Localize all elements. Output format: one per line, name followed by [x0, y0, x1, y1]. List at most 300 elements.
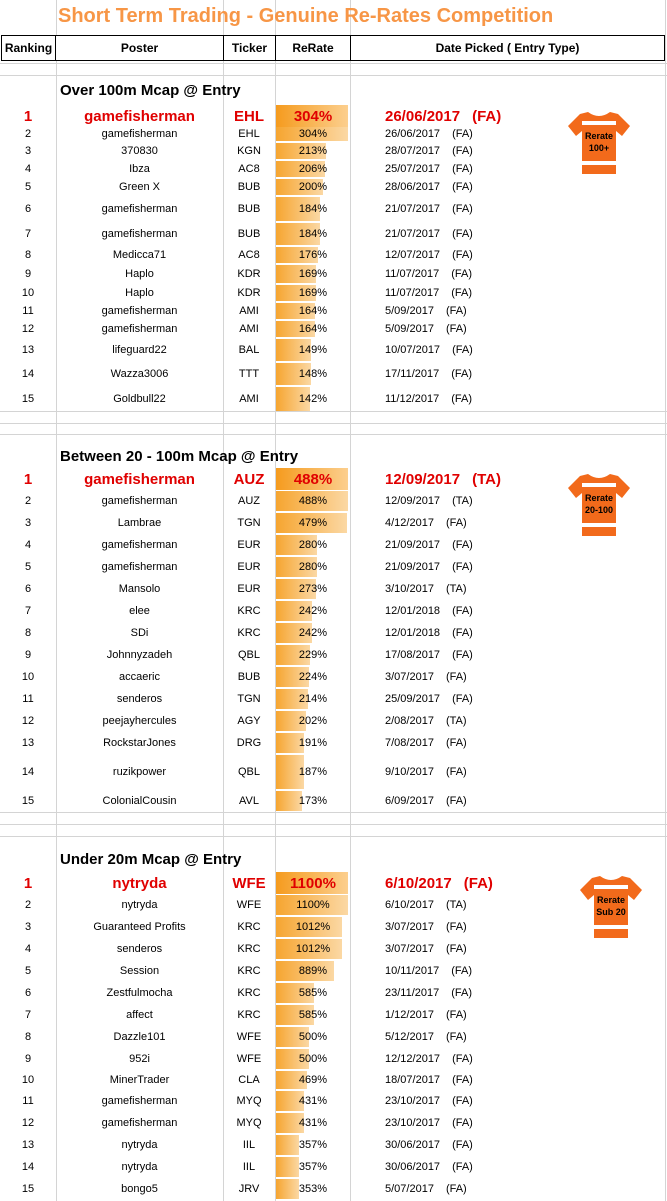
- ticker-cell: EUR: [237, 583, 261, 595]
- date-cell: [385, 872, 605, 894]
- date-value: 5/09/2017: [385, 323, 434, 335]
- entry-type: (FA): [452, 627, 473, 639]
- rank-cell: 7: [24, 1009, 32, 1021]
- table-row: [0, 1090, 667, 1112]
- ticker-cell: QBL: [237, 766, 260, 778]
- poster-cell: RockstarJones: [103, 737, 176, 749]
- date-cell: [385, 982, 605, 1004]
- date-cell: [385, 688, 605, 710]
- rerate-cell: [276, 362, 350, 386]
- entry-type: (FA): [452, 1117, 473, 1129]
- poster-cell: affect: [126, 1009, 153, 1021]
- entry-type: (FA): [452, 561, 473, 573]
- rank-cell: 3: [24, 921, 32, 933]
- poster-cell: 370830: [121, 145, 158, 157]
- date-value: 5/09/2017: [385, 305, 434, 317]
- rerate-cell: [276, 754, 350, 790]
- rerate-cell: [276, 982, 350, 1004]
- rerate-cell: [276, 1004, 350, 1026]
- rerate-cell: [276, 196, 350, 222]
- date-cell: [385, 178, 605, 196]
- date-value: 21/09/2017: [385, 539, 441, 551]
- shirt-label: [566, 492, 632, 516]
- date-value: 11/07/2017: [385, 287, 440, 299]
- rerate-value: 1100%: [290, 874, 336, 892]
- rerate-cell: [276, 960, 350, 982]
- rerate-cell: [276, 916, 350, 938]
- rerate-cell: [276, 790, 350, 812]
- page-title: Short Term Trading - Genuine Re-Rates Competition: [58, 5, 554, 27]
- rerate-value: 142%: [298, 393, 328, 405]
- poster-cell: gamefisherman: [101, 561, 178, 573]
- date-value: 6/10/2017: [385, 899, 434, 911]
- entry-type: (TA): [445, 715, 467, 727]
- entry-type: (FA): [451, 268, 473, 280]
- date-value: 12/12/2017: [385, 1053, 441, 1065]
- rerate-cell: [276, 1134, 350, 1156]
- entry-type: (FA): [472, 107, 502, 125]
- entry-type: (FA): [452, 1095, 473, 1107]
- entry-type: (FA): [445, 1183, 467, 1195]
- ticker-cell: CLA: [238, 1074, 260, 1086]
- table-row: [0, 302, 667, 320]
- poster-cell: Haplo: [125, 287, 154, 299]
- date-cell: [385, 1134, 605, 1156]
- date-value: 28/07/2017: [385, 145, 441, 157]
- poster-cell: nytryda: [121, 899, 158, 911]
- date-value: 21/07/2017: [385, 228, 441, 240]
- rerate-value: 148%: [298, 368, 328, 380]
- poster-cell: senderos: [116, 943, 163, 955]
- poster-cell: ColonialCousin: [102, 795, 177, 807]
- table-row: [0, 644, 667, 666]
- rank-cell: 15: [21, 1183, 35, 1195]
- date-value: 23/10/2017: [385, 1117, 441, 1129]
- date-cell: [385, 222, 605, 246]
- entry-type: (FA): [445, 517, 467, 529]
- rerate-cell: [276, 644, 350, 666]
- table-row: [0, 710, 667, 732]
- entry-type: (FA): [452, 1053, 473, 1065]
- rank-cell: 1: [23, 470, 33, 488]
- poster-cell: nytryda: [112, 874, 167, 892]
- date-value: 6/10/2017: [385, 874, 452, 892]
- date-value: 17/11/2017: [385, 368, 440, 380]
- ticker-cell: DRG: [236, 737, 262, 749]
- date-value: 23/10/2017: [385, 1095, 441, 1107]
- date-cell: [385, 732, 605, 754]
- entry-type: (FA): [452, 128, 473, 140]
- ticker-cell: AVL: [239, 795, 259, 807]
- date-cell: [385, 1112, 605, 1134]
- entry-type: (FA): [452, 344, 473, 356]
- date-value: 11/07/2017: [385, 268, 440, 280]
- table-row: [0, 732, 667, 754]
- poster-cell: MinerTrader: [109, 1074, 170, 1086]
- entry-type: (FA): [445, 1031, 467, 1043]
- rerate-cell: [276, 1026, 350, 1048]
- entry-type: (FA): [451, 287, 473, 299]
- date-cell: [385, 666, 605, 688]
- date-cell: [385, 556, 605, 578]
- rank-cell: 4: [24, 539, 32, 551]
- shirt-badge-icon: [566, 108, 632, 178]
- rerate-cell: [276, 178, 350, 196]
- leader-row: [0, 872, 667, 894]
- date-cell: [385, 362, 605, 386]
- table-row: [0, 916, 667, 938]
- ticker-cell: EHL: [238, 128, 260, 140]
- rank-cell: 8: [24, 249, 32, 261]
- ticker-cell: KRC: [237, 1009, 261, 1021]
- rerate-value: 184%: [298, 228, 328, 240]
- rerate-value: 169%: [298, 268, 328, 280]
- entry-type: (FA): [452, 649, 473, 661]
- entry-type: (FA): [451, 987, 473, 999]
- date-value: 21/09/2017: [385, 561, 441, 573]
- ticker-cell: KGN: [237, 145, 261, 157]
- entry-type: (FA): [452, 228, 473, 240]
- row-separator: [0, 812, 667, 813]
- row-separator: [0, 63, 667, 64]
- ticker-cell: MYQ: [236, 1117, 262, 1129]
- date-cell: [385, 938, 605, 960]
- entry-type: (FA): [452, 181, 473, 193]
- rerate-value: 357%: [298, 1139, 328, 1151]
- date-cell: [385, 284, 605, 302]
- rerate-value: 200%: [298, 181, 328, 193]
- rank-cell: 1: [23, 107, 33, 125]
- poster-cell: elee: [129, 605, 150, 617]
- rerate-cell: [276, 284, 350, 302]
- rerate-value: 353%: [298, 1183, 328, 1195]
- table-row: [0, 1026, 667, 1048]
- poster-cell: Wazza3006: [110, 368, 169, 380]
- section-title: Over 100m Mcap @ Entry: [60, 82, 241, 99]
- ticker-cell: AMI: [239, 305, 259, 317]
- poster-cell: Medicca71: [112, 249, 167, 261]
- date-value: 1/12/2017: [385, 1009, 434, 1021]
- ticker-cell: TTT: [238, 368, 260, 380]
- entry-type: (FA): [451, 393, 473, 405]
- rerate-cell: [276, 666, 350, 688]
- poster-cell: senderos: [116, 693, 163, 705]
- date-value: 26/06/2017: [385, 107, 461, 125]
- ticker-cell: AMI: [239, 393, 259, 405]
- date-value: 25/07/2017: [385, 163, 441, 175]
- ticker-cell: EHL: [234, 107, 264, 125]
- date-cell: [385, 894, 605, 916]
- table-row: [0, 982, 667, 1004]
- entry-type: (FA): [445, 1009, 467, 1021]
- rank-cell: 5: [24, 561, 32, 573]
- date-value: 30/06/2017: [385, 1139, 441, 1151]
- rerate-value: 176%: [298, 249, 328, 261]
- table-row: [0, 960, 667, 982]
- ticker-cell: IIL: [242, 1161, 256, 1173]
- entry-type: (FA): [452, 1139, 473, 1151]
- rerate-value: 469%: [298, 1074, 328, 1086]
- entry-type: (TA): [472, 470, 501, 488]
- poster-cell: Dazzle101: [113, 1031, 166, 1043]
- rerate-value: 585%: [298, 1009, 328, 1021]
- table-row: [0, 1134, 667, 1156]
- rerate-cell: [276, 1048, 350, 1070]
- entry-type: (FA): [452, 145, 473, 157]
- date-cell: [385, 622, 605, 644]
- ticker-cell: KRC: [237, 987, 261, 999]
- ticker-cell: MYQ: [236, 1095, 262, 1107]
- ticker-cell: TGN: [237, 517, 261, 529]
- rerate-cell: [276, 264, 350, 284]
- rank-cell: 13: [21, 737, 35, 749]
- rerate-cell: [276, 732, 350, 754]
- rerate-value: 280%: [298, 539, 328, 551]
- shirt-label-line2: Sub 20: [596, 907, 626, 917]
- date-cell: [385, 1070, 605, 1090]
- rerate-value: 304%: [293, 107, 333, 125]
- rank-cell: 2: [24, 899, 32, 911]
- date-cell: [385, 1178, 605, 1200]
- entry-type: (FA): [452, 693, 473, 705]
- entry-type: (FA): [452, 1074, 473, 1086]
- date-cell: [385, 754, 605, 790]
- poster-cell: gamefisherman: [101, 203, 178, 215]
- poster-cell: Green X: [119, 181, 160, 193]
- table-row: [0, 790, 667, 812]
- ticker-cell: WFE: [236, 1053, 262, 1065]
- rerate-value: 273%: [298, 583, 328, 595]
- table-row: [0, 246, 667, 264]
- rerate-value: 184%: [298, 203, 328, 215]
- poster-cell: gamefisherman: [101, 305, 178, 317]
- date-value: 4/12/2017: [385, 517, 434, 529]
- rank-cell: 9: [24, 1053, 32, 1065]
- rerate-value: 280%: [298, 561, 328, 573]
- table-row: [0, 556, 667, 578]
- rank-cell: 6: [24, 203, 32, 215]
- date-value: 12/09/2017: [385, 495, 441, 507]
- table-row: [0, 894, 667, 916]
- ticker-cell: JRV: [238, 1183, 260, 1195]
- poster-cell: lifeguard22: [112, 344, 167, 356]
- shirt-label-line1: Rerate: [584, 493, 613, 503]
- rerate-cell: [276, 126, 350, 142]
- date-cell: [385, 600, 605, 622]
- table-row: [0, 754, 667, 790]
- rerate-cell: [276, 338, 350, 362]
- ticker-cell: TGN: [237, 693, 261, 705]
- entry-type: (FA): [445, 766, 467, 778]
- rank-cell: 2: [24, 128, 32, 140]
- rerate-value: 191%: [298, 737, 328, 749]
- date-cell: [385, 1048, 605, 1070]
- entry-type: (TA): [445, 583, 467, 595]
- rank-cell: 8: [24, 627, 32, 639]
- date-value: 26/06/2017: [385, 128, 441, 140]
- entry-type: (TA): [452, 495, 473, 507]
- table-row: [0, 222, 667, 246]
- rank-cell: 11: [22, 305, 34, 317]
- table-row: [0, 264, 667, 284]
- shirt-label-line2: 100+: [588, 143, 610, 153]
- rerate-cell: [276, 142, 350, 160]
- date-cell: [385, 196, 605, 222]
- rank-cell: 13: [21, 1139, 35, 1151]
- rerate-value: 889%: [298, 965, 328, 977]
- date-value: 28/06/2017: [385, 181, 441, 193]
- date-value: 10/11/2017: [385, 965, 440, 977]
- rank-cell: 5: [24, 965, 32, 977]
- poster-cell: Haplo: [125, 268, 154, 280]
- rerate-cell: [276, 534, 350, 556]
- rerate-cell: [276, 622, 350, 644]
- rerate-cell: [276, 320, 350, 338]
- date-cell: [385, 790, 605, 812]
- rank-cell: 10: [21, 287, 35, 299]
- ticker-cell: BUB: [237, 671, 261, 683]
- date-cell: [385, 302, 605, 320]
- date-cell: [385, 710, 605, 732]
- ticker-cell: KRC: [237, 965, 261, 977]
- poster-cell: 952i: [129, 1053, 150, 1065]
- rerate-cell: [276, 688, 350, 710]
- rerate-value: 585%: [298, 987, 328, 999]
- rank-cell: 11: [22, 1095, 34, 1107]
- section-title: Between 20 - 100m Mcap @ Entry: [60, 448, 299, 465]
- rank-cell: 14: [21, 1161, 35, 1173]
- entry-type: (FA): [452, 605, 473, 617]
- table-row: [0, 600, 667, 622]
- rerate-cell: [276, 872, 350, 894]
- shirt-label-line2: 20-100: [584, 505, 614, 515]
- date-cell: [385, 578, 605, 600]
- date-value: 7/08/2017: [385, 737, 434, 749]
- entry-type: (FA): [452, 539, 473, 551]
- rerate-cell: [276, 600, 350, 622]
- rerate-cell: [276, 1070, 350, 1090]
- rerate-cell: [276, 710, 350, 732]
- ticker-cell: AMI: [239, 323, 259, 335]
- table-row: [0, 1178, 667, 1200]
- date-value: 3/10/2017: [385, 583, 434, 595]
- table-row: [0, 1070, 667, 1090]
- rerate-value: 242%: [298, 605, 328, 617]
- rank-cell: 12: [21, 1117, 35, 1129]
- header-date: Date Picked ( Entry Type): [350, 35, 665, 61]
- rerate-cell: [276, 938, 350, 960]
- ticker-cell: BAL: [238, 344, 260, 356]
- rerate-value: 1012%: [295, 943, 331, 955]
- rerate-cell: [276, 105, 350, 127]
- table-row: [0, 386, 667, 412]
- poster-cell: gamefisherman: [101, 1117, 178, 1129]
- row-separator: [0, 434, 667, 435]
- date-cell: [385, 1026, 605, 1048]
- rerate-value: 431%: [298, 1117, 328, 1129]
- date-cell: [385, 1090, 605, 1112]
- rerate-cell: [276, 1090, 350, 1112]
- header-ranking: Ranking: [1, 35, 56, 61]
- rank-cell: 2: [24, 495, 32, 507]
- date-value: 9/10/2017: [385, 766, 434, 778]
- rerate-value: 1012%: [295, 921, 331, 933]
- date-value: 12/01/2018: [385, 627, 441, 639]
- poster-cell: gamefisherman: [84, 107, 195, 125]
- shirt-label-line1: Rerate: [584, 131, 613, 141]
- entry-type: (FA): [445, 943, 467, 955]
- rerate-cell: [276, 246, 350, 264]
- rerate-cell: [276, 160, 350, 178]
- row-separator: [0, 824, 667, 825]
- date-value: 2/08/2017: [385, 715, 434, 727]
- date-value: 6/09/2017: [385, 795, 434, 807]
- ticker-cell: AC8: [238, 163, 260, 175]
- rank-cell: 7: [24, 228, 32, 240]
- table-row: [0, 666, 667, 688]
- ticker-cell: KDR: [237, 287, 261, 299]
- ticker-cell: WFE: [236, 899, 262, 911]
- rerate-cell: [276, 302, 350, 320]
- poster-cell: Lambrae: [117, 517, 162, 529]
- poster-cell: gamefisherman: [101, 1095, 178, 1107]
- rank-cell: 12: [21, 715, 35, 727]
- rank-cell: 6: [24, 987, 32, 999]
- ticker-cell: EUR: [237, 539, 261, 551]
- entry-type: (FA): [445, 921, 467, 933]
- entry-type: (FA): [452, 163, 473, 175]
- entry-type: (FA): [452, 203, 473, 215]
- poster-cell: nytryda: [121, 1161, 158, 1173]
- poster-cell: gamefisherman: [101, 228, 178, 240]
- table-row: [0, 938, 667, 960]
- table-row: [0, 320, 667, 338]
- table-row: [0, 284, 667, 302]
- poster-cell: Ibza: [129, 163, 150, 175]
- poster-cell: bongo5: [121, 1183, 158, 1195]
- entry-type: (FA): [452, 1161, 473, 1173]
- ticker-cell: KRC: [237, 943, 261, 955]
- date-value: 21/07/2017: [385, 203, 441, 215]
- rerate-cell: [276, 222, 350, 246]
- entry-type: (TA): [445, 899, 467, 911]
- rerate-cell: [276, 490, 350, 512]
- poster-cell: Johnnyzadeh: [106, 649, 173, 661]
- poster-cell: accaeric: [119, 671, 160, 683]
- rank-cell: 6: [24, 583, 32, 595]
- rerate-value: 229%: [298, 649, 328, 661]
- ticker-cell: BUB: [237, 203, 261, 215]
- table-row: [0, 1112, 667, 1134]
- rerate-value: 224%: [298, 671, 328, 683]
- entry-type: (FA): [463, 874, 493, 892]
- rank-cell: 1: [23, 874, 33, 892]
- date-cell: [385, 1004, 605, 1026]
- date-cell: [385, 246, 605, 264]
- table-row: [0, 178, 667, 196]
- rerate-cell: [276, 556, 350, 578]
- poster-cell: gamefisherman: [101, 539, 178, 551]
- rerate-cell: [276, 512, 350, 534]
- rank-cell: 8: [24, 1031, 32, 1043]
- rerate-value: 500%: [298, 1053, 328, 1065]
- entry-type: (FA): [451, 368, 473, 380]
- ticker-cell: KDR: [237, 268, 261, 280]
- rerate-value: 214%: [298, 693, 328, 705]
- section-title: Under 20m Mcap @ Entry: [60, 851, 242, 868]
- rerate-cell: [276, 894, 350, 916]
- poster-cell: Mansolo: [118, 583, 161, 595]
